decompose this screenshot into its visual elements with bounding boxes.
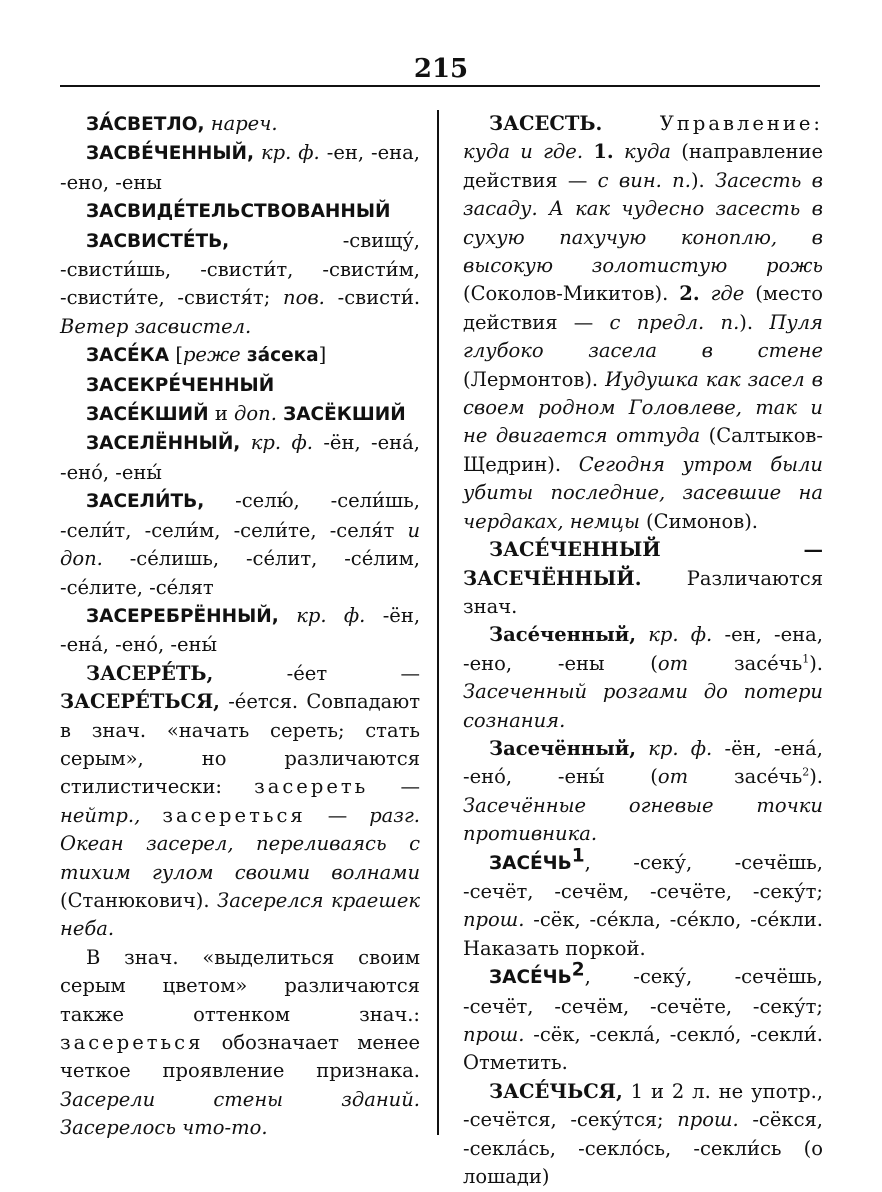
entry-zasest: ЗАСЕСТЬ. Управление: куда и где. 1. куда (направление действия — с вин. п.). Засесть в засаду. А как чудесно засесть в сухую пахучую коноплю, в высокую золотистую рожь (Соколов-Микитов). 2. где (место действия — с предл. п.). Пуля глубоко засела в стене (Лермонтов). Иудушка как засел в своем родном Головлеве, так и не двигается оттуда (Салтыков-Щедрин). Сегодня утром были убиты последние, засевшие на чердаках, немцы (Симонов).	[463, 112, 824, 533]
entry-zasech-2: $ЗАСЕ́ЧЬ^2$, -секу́, -сечёшь, -сечёт, -сечём, -сечёте, -секу́т; прош. -сёк, -секла́, -секло́, -секли́. Отметить.	[463, 959, 823, 1075]
entry-zaselit: ЗАСЕЛИ́ТЬ, -селю́, -сели́шь, -сели́т, -сели́м, -сели́те, -селя́т и доп. -се́лишь, -се́лит, -се́лим, -се́лите, -се́лят	[60, 489, 421, 599]
entry-zasvistet: ЗАСВИСТЕ́ТЬ, -свищу́, -свисти́шь, -свисти́т, -свисти́м, -свисти́те, -свистя́т; пов. -свисти́. Ветер засвистел.	[60, 228, 421, 338]
entry-zaserebrenny: ЗАСЕРЕБРЁННЫЙ, кр. ф. -ён, -ена́, -ено́, -ены́	[60, 603, 421, 657]
entry-zasvechenny: ЗАСВЕ́ЧЕННЫЙ, кр. ф. -ен, -ена, -ено, -ены	[60, 141, 420, 194]
entry-zasvetlo: ЗА́СВЕТЛО, нареч.	[86, 112, 278, 135]
entry-zasechenny-2: Засечённый, кр. ф. -ён, -ена́, -ено́, -ены́ (от $засе́чь^2$). Засечённые огневые точки противника.	[463, 736, 824, 846]
entry-zaseret: ЗАСЕРЕ́ТЬ, -е́ет — ЗАСЕРЕ́ТЬСЯ, -е́ется. Совпадают в знач. «начать сереть; стать серым», но различаются стилистически: засереть — нейтр., засереться — разг. Океан засерел, переливаясь с тихим гулом своими волнами (Станюкович). Засерелся краешек неба.	[60, 661, 421, 941]
entry-zaseka: ЗАСЕ́КА [реже за́сека]	[86, 343, 327, 367]
left-column	[60, 110, 420, 1143]
entry-zasekrechenny: ЗАСЕКРЕ́ЧЕННЫЙ	[86, 374, 275, 396]
header-rule	[60, 85, 820, 87]
right-column	[463, 110, 823, 1191]
entry-zasechenny-pair: ЗАСЕ́ЧЕННЫЙ — ЗАСЕЧЁННЫЙ. Различаются знач.	[463, 538, 823, 618]
entry-zasekshiy: ЗАСЕ́КШИЙ и доп. ЗАСЁКШИЙ	[86, 402, 406, 426]
entry-zasvidetelstvovanny: ЗАСВИДЕ́ТЕЛЬСТВОВАННЫЙ	[86, 201, 391, 223]
column-divider	[437, 110, 439, 1135]
entry-zaseret-note: В знач. «выделиться своим серым цветом» различаются также оттенком знач.: засереться обозначает менее четкое проявление признака. Засерели стены зданий. Засерелось что-то.	[60, 945, 421, 1140]
entry-zasechenny-1: Засе́ченный, кр. ф. -ен, -ена, -ено, -ены (от $засе́чь^1$). Засеченный розгами до потери сознания.	[463, 623, 824, 732]
entry-zaselenny: ЗАСЕЛЁННЫЙ, кр. ф. -ён, -ена́, -ено́, -ены́	[60, 431, 420, 484]
entry-zasechsya: ЗАСЕ́ЧЬСЯ, 1 и 2 л. не употр., -сечётся, -секу́тся; прош. -сёкся, -секла́сь, -секло́сь, -секли́сь (о лошади)	[463, 1079, 824, 1189]
page-number: 215	[413, 54, 469, 84]
entry-zasech-1: $ЗАСЕ́ЧЬ^1$, -секу́, -сечёшь, -сечёт, -сечём, -сечёте, -секу́т; прош. -сёк, -се́кла, -се́кло, -се́кли. Наказать поркой.	[463, 845, 823, 960]
